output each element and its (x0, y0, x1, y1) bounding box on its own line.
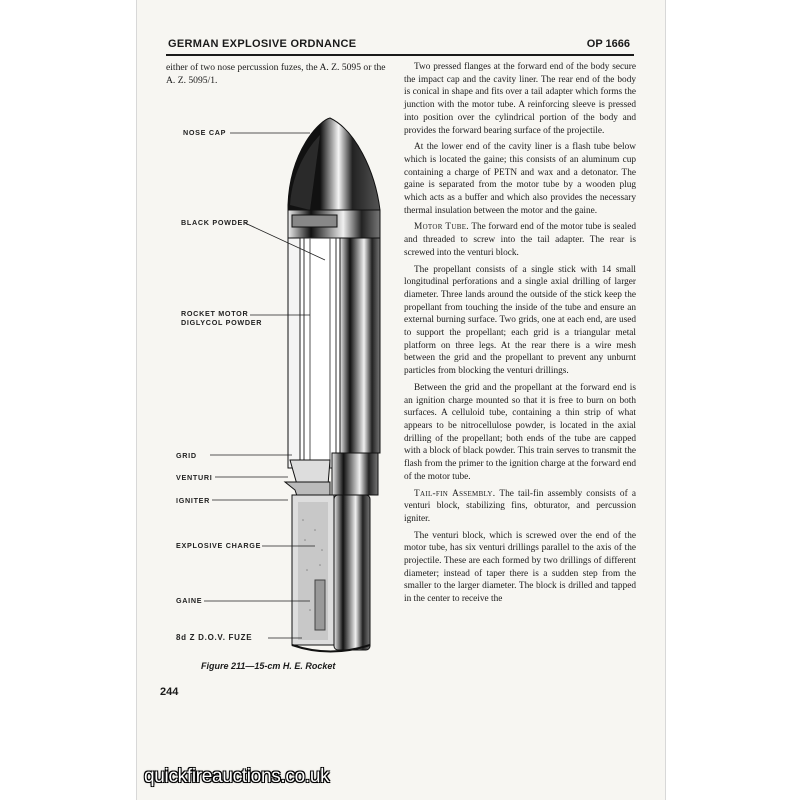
label-diglycol-powder: DIGLYCOL POWDER (181, 318, 263, 327)
paragraph-text: The tail-fin assembly consists of a venturi block, stabilizing fins, obturator, and percussion igniter. (404, 488, 636, 524)
running-header-code: OP 1666 (586, 38, 630, 50)
section-heading-tail-fin: Tail-fin Assembly. (414, 488, 496, 499)
paragraph: The venturi block, which is screwed over the end of the motor tube, has six venturi drillings parallel to the axis of the projectile. These are each formed by two drillings of different diameter; instead of taper there is a sudden step from the smaller to the larger diameter. The block is drilled and tapped in the center to receive the (404, 530, 636, 605)
paragraph (404, 221, 636, 259)
rocket-cutaway-figure (170, 110, 400, 655)
section-heading-motor-tube: Motor Tube. (414, 222, 469, 233)
label-rocket-motor: ROCKET MOTOR (181, 309, 249, 318)
paragraph: Two pressed flanges at the forward end of the body secure the impact cap and the cavity liner. The rear end of the body is conical in shape and fits over a tail adapter which forms the junction with the motor tube. A reinforcing sleeve is pressed into position over the cylindrical portion of the body and provides the forward bearing surface of the projectile. (404, 62, 636, 136)
paragraph-text: The forward end of the motor tube is sealed and threaded to screw into the tail adapter. The rear is screwed into the venturi block. (404, 222, 636, 258)
paragraph: Between the grid and the propellant at the forward end is an ignition charge mounted so that it is free to burn on both surfaces. A celluloid tube, containing a thin strip of what appears to be nitrocellulose powder, is located in the axial drilling of the propellant; both ends of the tube are capped with a block of black powder. This train serves to transmit the flash from the primer to the ignition charge at the forward end of the motor tube. (404, 382, 636, 482)
label-explosive-charge: EXPLOSIVE CHARGE (176, 541, 262, 550)
label-gaine: GAINE (176, 596, 203, 605)
label-igniter: IGNITER (176, 496, 211, 505)
label-fuze: 8d Z D.O.V. FUZE (176, 633, 253, 642)
paragraph: At the lower end of the cavity liner is a flash tube below which is located the gaine; this consists of an aluminum cup containing a charge of PETN and wax and a detonator. The gaine is separated from the motor tube by a wooden plug which acts as a buffer and which also provides the necessary thermal insulation between the motor and the gaine. (404, 142, 636, 216)
watermark: quickfireauctions.co.uk (144, 766, 330, 787)
running-header-title: GERMAN EXPLOSIVE ORDNANCE (168, 38, 357, 50)
label-grid: GRID (176, 451, 197, 460)
paragraph: The propellant consists of a single stick with 14 small longitudinal perforations and a single axial drilling of larger diameter. Three lands around the outside of the stick keep the propellant from touching the inside of the tube and ensure an external burning surface. Two grids, one at each end, are used to support the propellant; each grid is a triangular metal platform on three legs. At the rear there is a wire mesh between the grid and the propellant to prevent any unburnt particles from blocking the venturi drillings. (404, 264, 636, 377)
figure-caption: Figure 211—15-cm H. E. Rocket (201, 661, 336, 671)
right-column-text (404, 61, 636, 610)
label-black-powder: BLACK POWDER (181, 218, 249, 227)
label-venturi: VENTURI (176, 473, 213, 482)
paragraph (404, 488, 636, 526)
header-rule (166, 54, 634, 56)
intro-paragraph: either of two nose percussion fuzes, the A. Z. 5095 or the A. Z. 5095/1. (166, 62, 386, 86)
page-number: 244 (160, 686, 179, 698)
label-nose-cap: NOSE CAP (183, 128, 227, 137)
